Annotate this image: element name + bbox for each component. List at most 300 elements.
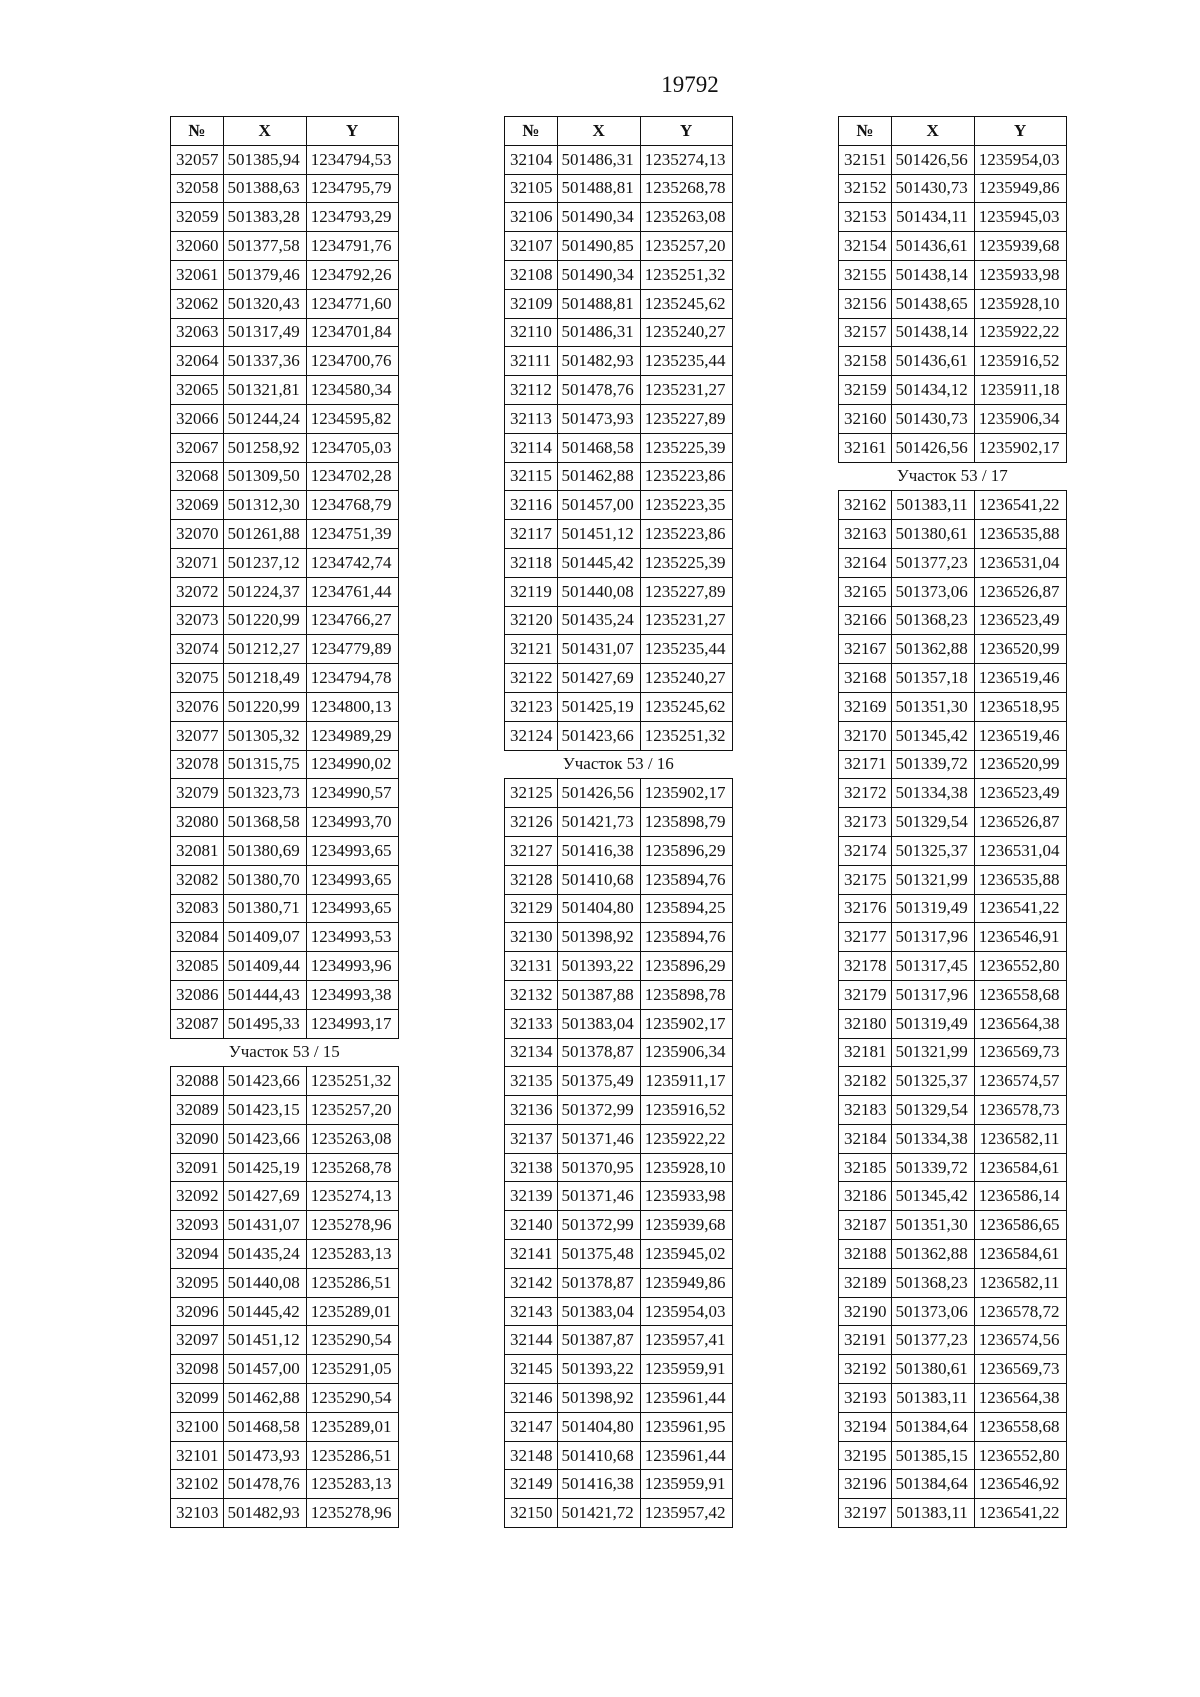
table-row: [839, 750, 1067, 779]
table-row: [505, 721, 733, 750]
page-number: 19792: [661, 72, 719, 97]
y-coordinate-cell: 1235225,39: [640, 548, 732, 577]
table-row: [505, 433, 733, 462]
point-number-cell: 32065: [171, 376, 224, 405]
point-number-cell: 32081: [171, 836, 224, 865]
point-number-cell: 32091: [171, 1153, 224, 1182]
x-coordinate-cell: 501445,42: [557, 548, 640, 577]
point-number-cell: 32103: [171, 1499, 224, 1528]
x-coordinate-cell: 501440,08: [223, 1268, 306, 1297]
x-coordinate-cell: 501468,58: [557, 433, 640, 462]
y-coordinate-cell: 1236582,11: [974, 1124, 1066, 1153]
point-number-cell: 32075: [171, 664, 224, 693]
point-number-cell: 32181: [839, 1038, 892, 1067]
table-row: [171, 1067, 399, 1096]
point-number-cell: 32193: [839, 1384, 892, 1413]
table-row: [839, 1384, 1067, 1413]
header-y: Y: [974, 117, 1066, 146]
y-coordinate-cell: 1234993,38: [306, 980, 398, 1009]
table-row: [171, 865, 399, 894]
table-row: [839, 1499, 1067, 1528]
y-coordinate-cell: 1235245,62: [640, 692, 732, 721]
table-row: [839, 318, 1067, 347]
table-row: [171, 577, 399, 606]
y-coordinate-cell: 1235286,51: [306, 1441, 398, 1470]
x-coordinate-cell: 501451,12: [223, 1326, 306, 1355]
point-number-cell: 32159: [839, 376, 892, 405]
x-coordinate-cell: 501416,38: [557, 1470, 640, 1499]
y-coordinate-cell: 1236569,73: [974, 1355, 1066, 1384]
point-number-cell: 32068: [171, 462, 224, 491]
table-row: [839, 174, 1067, 203]
y-coordinate-cell: 1235898,79: [640, 808, 732, 837]
point-number-cell: 32125: [505, 779, 558, 808]
point-number-cell: 32142: [505, 1268, 558, 1297]
point-number-cell: 32164: [839, 548, 892, 577]
x-coordinate-cell: 501425,19: [223, 1153, 306, 1182]
header-no: №: [171, 117, 224, 146]
table-row: [171, 1470, 399, 1499]
point-number-cell: 32132: [505, 980, 558, 1009]
table-row: [839, 1441, 1067, 1470]
point-number-cell: 32137: [505, 1124, 558, 1153]
table-row: [171, 1268, 399, 1297]
point-number-cell: 32115: [505, 462, 558, 491]
table-row: [505, 692, 733, 721]
x-coordinate-cell: 501378,87: [557, 1268, 640, 1297]
table-row: [505, 491, 733, 520]
y-coordinate-cell: 1236574,56: [974, 1326, 1066, 1355]
point-number-cell: 32177: [839, 923, 892, 952]
point-number-cell: 32184: [839, 1124, 892, 1153]
x-coordinate-cell: 501423,15: [223, 1096, 306, 1125]
y-coordinate-cell: 1236535,88: [974, 520, 1066, 549]
x-coordinate-cell: 501482,93: [557, 347, 640, 376]
table-row: [171, 750, 399, 779]
table-row: [171, 1240, 399, 1269]
y-coordinate-cell: 1234779,89: [306, 635, 398, 664]
point-number-cell: 32134: [505, 1038, 558, 1067]
table-row: [505, 1268, 733, 1297]
y-coordinate-cell: 1235245,62: [640, 289, 732, 318]
table-row: [171, 1124, 399, 1153]
y-coordinate-cell: 1235896,29: [640, 836, 732, 865]
x-coordinate-cell: 501393,22: [557, 1355, 640, 1384]
table-row: [839, 289, 1067, 318]
y-coordinate-cell: 1234595,82: [306, 404, 398, 433]
point-number-cell: 32085: [171, 952, 224, 981]
x-coordinate-cell: 501319,49: [891, 1009, 974, 1038]
x-coordinate-cell: 501488,81: [557, 289, 640, 318]
x-coordinate-cell: 501321,81: [223, 376, 306, 405]
point-number-cell: 32088: [171, 1067, 224, 1096]
y-coordinate-cell: 1236519,46: [974, 721, 1066, 750]
y-coordinate-cell: 1236523,49: [974, 606, 1066, 635]
table-row: [171, 1326, 399, 1355]
table-row: [505, 1240, 733, 1269]
header-x: X: [557, 117, 640, 146]
table-row: [171, 318, 399, 347]
table-row: [839, 836, 1067, 865]
x-coordinate-cell: 501436,61: [891, 347, 974, 376]
table-row: [505, 894, 733, 923]
table-row: [839, 721, 1067, 750]
table-row: [505, 1009, 733, 1038]
table-row: [505, 1096, 733, 1125]
table-row: [171, 980, 399, 1009]
point-number-cell: 32188: [839, 1240, 892, 1269]
table-row: [839, 980, 1067, 1009]
x-coordinate-cell: 501372,99: [557, 1096, 640, 1125]
x-coordinate-cell: 501339,72: [891, 750, 974, 779]
x-coordinate-cell: 501435,24: [223, 1240, 306, 1269]
x-coordinate-cell: 501309,50: [223, 462, 306, 491]
table-row: [839, 433, 1067, 462]
y-coordinate-cell: 1236541,22: [974, 1499, 1066, 1528]
point-number-cell: 32139: [505, 1182, 558, 1211]
table-row: [171, 1211, 399, 1240]
y-coordinate-cell: 1236552,80: [974, 952, 1066, 981]
x-coordinate-cell: 501384,64: [891, 1412, 974, 1441]
x-coordinate-cell: 501325,37: [891, 1067, 974, 1096]
x-coordinate-cell: 501325,37: [891, 836, 974, 865]
y-coordinate-cell: 1235283,13: [306, 1240, 398, 1269]
y-coordinate-cell: 1236586,65: [974, 1211, 1066, 1240]
y-coordinate-cell: 1236558,68: [974, 980, 1066, 1009]
point-number-cell: 32069: [171, 491, 224, 520]
y-coordinate-cell: 1234990,02: [306, 750, 398, 779]
table-row: [505, 1499, 733, 1528]
x-coordinate-cell: 501445,42: [223, 1297, 306, 1326]
x-coordinate-cell: 501334,38: [891, 1124, 974, 1153]
table-row: [171, 721, 399, 750]
table-row: [505, 1441, 733, 1470]
y-coordinate-cell: 1234700,76: [306, 347, 398, 376]
y-coordinate-cell: 1235933,98: [640, 1182, 732, 1211]
x-coordinate-cell: 501383,04: [557, 1297, 640, 1326]
x-coordinate-cell: 501393,22: [557, 952, 640, 981]
table-row: [171, 232, 399, 261]
x-coordinate-cell: 501351,30: [891, 692, 974, 721]
y-coordinate-cell: 1235223,35: [640, 491, 732, 520]
table-row: [505, 577, 733, 606]
point-number-cell: 32191: [839, 1326, 892, 1355]
point-number-cell: 32118: [505, 548, 558, 577]
point-number-cell: 32160: [839, 404, 892, 433]
point-number-cell: 32076: [171, 692, 224, 721]
y-coordinate-cell: 1236584,61: [974, 1153, 1066, 1182]
y-coordinate-cell: 1234993,70: [306, 808, 398, 837]
y-coordinate-cell: 1235894,76: [640, 923, 732, 952]
point-number-cell: 32138: [505, 1153, 558, 1182]
x-coordinate-cell: 501317,49: [223, 318, 306, 347]
point-number-cell: 32066: [171, 404, 224, 433]
section-heading: Участок 53 / 16: [505, 750, 733, 779]
x-coordinate-cell: 501351,30: [891, 1211, 974, 1240]
point-number-cell: 32167: [839, 635, 892, 664]
x-coordinate-cell: 501438,14: [891, 318, 974, 347]
header-y: Y: [640, 117, 732, 146]
point-number-cell: 32168: [839, 664, 892, 693]
table-row: [505, 289, 733, 318]
point-number-cell: 32128: [505, 865, 558, 894]
y-coordinate-cell: 1234702,28: [306, 462, 398, 491]
point-number-cell: 32078: [171, 750, 224, 779]
point-number-cell: 32189: [839, 1268, 892, 1297]
table-header-row: [839, 117, 1067, 146]
y-coordinate-cell: 1235928,10: [640, 1153, 732, 1182]
point-number-cell: 32180: [839, 1009, 892, 1038]
y-coordinate-cell: 1235911,18: [974, 376, 1066, 405]
table-row: [171, 491, 399, 520]
table-row: [171, 779, 399, 808]
point-number-cell: 32060: [171, 232, 224, 261]
x-coordinate-cell: 501434,11: [891, 203, 974, 232]
y-coordinate-cell: 1235240,27: [640, 664, 732, 693]
point-number-cell: 32098: [171, 1355, 224, 1384]
table-row: [171, 174, 399, 203]
table-row: [839, 376, 1067, 405]
point-number-cell: 32155: [839, 260, 892, 289]
y-coordinate-cell: 1236541,22: [974, 491, 1066, 520]
x-coordinate-cell: 501427,69: [223, 1182, 306, 1211]
y-coordinate-cell: 1235291,05: [306, 1355, 398, 1384]
table-row: [505, 203, 733, 232]
table-row: [505, 1067, 733, 1096]
table-row: [839, 1412, 1067, 1441]
x-coordinate-cell: 501423,66: [557, 721, 640, 750]
point-number-cell: 32077: [171, 721, 224, 750]
y-coordinate-cell: 1235251,32: [306, 1067, 398, 1096]
y-coordinate-cell: 1235902,17: [640, 779, 732, 808]
point-number-cell: 32175: [839, 865, 892, 894]
header-x: X: [223, 117, 306, 146]
y-coordinate-cell: 1234993,65: [306, 894, 398, 923]
table-row: [505, 174, 733, 203]
x-coordinate-cell: 501430,73: [891, 404, 974, 433]
table-row: [839, 664, 1067, 693]
y-coordinate-cell: 1235906,34: [974, 404, 1066, 433]
table-row: [505, 232, 733, 261]
point-number-cell: 32166: [839, 606, 892, 635]
point-number-cell: 32170: [839, 721, 892, 750]
point-number-cell: 32079: [171, 779, 224, 808]
x-coordinate-cell: 501383,11: [891, 491, 974, 520]
y-coordinate-cell: 1235268,78: [306, 1153, 398, 1182]
x-coordinate-cell: 501212,27: [223, 635, 306, 664]
y-coordinate-cell: 1235945,03: [974, 203, 1066, 232]
y-coordinate-cell: 1234701,84: [306, 318, 398, 347]
x-coordinate-cell: 501431,07: [223, 1211, 306, 1240]
y-coordinate-cell: 1235223,86: [640, 462, 732, 491]
table-row: [505, 923, 733, 952]
y-coordinate-cell: 1234793,29: [306, 203, 398, 232]
y-coordinate-cell: 1235949,86: [640, 1268, 732, 1297]
table-row: [839, 894, 1067, 923]
table-row: [839, 404, 1067, 433]
y-coordinate-cell: 1234794,78: [306, 664, 398, 693]
point-number-cell: 32119: [505, 577, 558, 606]
x-coordinate-cell: 501378,87: [557, 1038, 640, 1067]
x-coordinate-cell: 501321,99: [891, 865, 974, 894]
table-row: [505, 1384, 733, 1413]
point-number-cell: 32116: [505, 491, 558, 520]
table-row: [839, 923, 1067, 952]
x-coordinate-cell: 501372,99: [557, 1211, 640, 1240]
x-coordinate-cell: 501380,70: [223, 865, 306, 894]
y-coordinate-cell: 1234795,79: [306, 174, 398, 203]
y-coordinate-cell: 1236552,80: [974, 1441, 1066, 1470]
table-row: [505, 1038, 733, 1067]
table-header-row: [505, 117, 733, 146]
point-number-cell: 32082: [171, 865, 224, 894]
y-coordinate-cell: 1235268,78: [640, 174, 732, 203]
point-number-cell: 32067: [171, 433, 224, 462]
y-coordinate-cell: 1235257,20: [640, 232, 732, 261]
y-coordinate-cell: 1235289,01: [306, 1297, 398, 1326]
table-row: [839, 1268, 1067, 1297]
y-coordinate-cell: 1235251,32: [640, 260, 732, 289]
point-number-cell: 32126: [505, 808, 558, 837]
x-coordinate-cell: 501317,45: [891, 952, 974, 981]
table-row: [505, 376, 733, 405]
section-heading-row: [839, 462, 1067, 491]
y-coordinate-cell: 1235263,08: [306, 1124, 398, 1153]
point-number-cell: 32074: [171, 635, 224, 664]
x-coordinate-cell: 501431,07: [557, 635, 640, 664]
table-row: [505, 347, 733, 376]
x-coordinate-cell: 501486,31: [557, 318, 640, 347]
x-coordinate-cell: 501457,00: [223, 1355, 306, 1384]
table-row: [839, 203, 1067, 232]
x-coordinate-cell: 501383,04: [557, 1009, 640, 1038]
point-number-cell: 32120: [505, 606, 558, 635]
x-coordinate-cell: 501435,24: [557, 606, 640, 635]
x-coordinate-cell: 501385,94: [223, 145, 306, 174]
point-number-cell: 32183: [839, 1096, 892, 1125]
point-number-cell: 32182: [839, 1067, 892, 1096]
table-header-row: [171, 117, 399, 146]
y-coordinate-cell: 1236564,38: [974, 1009, 1066, 1038]
y-coordinate-cell: 1234990,57: [306, 779, 398, 808]
table-row: [171, 1297, 399, 1326]
x-coordinate-cell: 501436,61: [891, 232, 974, 261]
x-coordinate-cell: 501387,87: [557, 1326, 640, 1355]
point-number-cell: 32176: [839, 894, 892, 923]
x-coordinate-cell: 501261,88: [223, 520, 306, 549]
table-row: [839, 1297, 1067, 1326]
table-row: [171, 462, 399, 491]
table-row: [839, 1038, 1067, 1067]
y-coordinate-cell: 1235945,02: [640, 1240, 732, 1269]
table-row: [171, 1412, 399, 1441]
x-coordinate-cell: 501258,92: [223, 433, 306, 462]
point-number-cell: 32063: [171, 318, 224, 347]
point-number-cell: 32104: [505, 145, 558, 174]
point-number-cell: 32152: [839, 174, 892, 203]
y-coordinate-cell: 1234751,39: [306, 520, 398, 549]
point-number-cell: 32197: [839, 1499, 892, 1528]
table-row: [505, 1124, 733, 1153]
point-number-cell: 32062: [171, 289, 224, 318]
y-coordinate-cell: 1235949,86: [974, 174, 1066, 203]
table-row: [505, 865, 733, 894]
x-coordinate-cell: 501430,73: [891, 174, 974, 203]
x-coordinate-cell: 501398,92: [557, 1384, 640, 1413]
y-coordinate-cell: 1234768,79: [306, 491, 398, 520]
point-number-cell: 32123: [505, 692, 558, 721]
x-coordinate-cell: 501319,49: [891, 894, 974, 923]
header-x: X: [891, 117, 974, 146]
point-number-cell: 32143: [505, 1297, 558, 1326]
point-number-cell: 32072: [171, 577, 224, 606]
y-coordinate-cell: 1235939,68: [974, 232, 1066, 261]
table-row: [171, 692, 399, 721]
x-coordinate-cell: 501383,11: [891, 1384, 974, 1413]
point-number-cell: 32153: [839, 203, 892, 232]
table-row: [839, 1355, 1067, 1384]
point-number-cell: 32140: [505, 1211, 558, 1240]
x-coordinate-cell: 501244,24: [223, 404, 306, 433]
point-number-cell: 32172: [839, 779, 892, 808]
table-row: [839, 808, 1067, 837]
table-row: [171, 606, 399, 635]
table-row: [505, 836, 733, 865]
table-row: [839, 1153, 1067, 1182]
table-row: [839, 491, 1067, 520]
point-number-cell: 32131: [505, 952, 558, 981]
x-coordinate-cell: 501323,73: [223, 779, 306, 808]
x-coordinate-cell: 501380,61: [891, 1355, 974, 1384]
y-coordinate-cell: 1236523,49: [974, 779, 1066, 808]
y-coordinate-cell: 1235902,17: [640, 1009, 732, 1038]
y-coordinate-cell: 1234761,44: [306, 577, 398, 606]
table-row: [839, 1211, 1067, 1240]
table-row: [505, 260, 733, 289]
x-coordinate-cell: 501224,37: [223, 577, 306, 606]
x-coordinate-cell: 501468,58: [223, 1412, 306, 1441]
point-number-cell: 32057: [171, 145, 224, 174]
point-number-cell: 32058: [171, 174, 224, 203]
x-coordinate-cell: 501423,66: [223, 1124, 306, 1153]
table-row: [839, 260, 1067, 289]
point-number-cell: 32157: [839, 318, 892, 347]
point-number-cell: 32089: [171, 1096, 224, 1125]
x-coordinate-cell: 501383,11: [891, 1499, 974, 1528]
point-number-cell: 32135: [505, 1067, 558, 1096]
point-number-cell: 32186: [839, 1182, 892, 1211]
x-coordinate-cell: 501345,42: [891, 721, 974, 750]
table-row: [171, 1384, 399, 1413]
x-coordinate-cell: 501368,23: [891, 1268, 974, 1297]
table-row: [839, 952, 1067, 981]
y-coordinate-cell: 1234993,65: [306, 836, 398, 865]
x-coordinate-cell: 501398,92: [557, 923, 640, 952]
point-number-cell: 32190: [839, 1297, 892, 1326]
y-coordinate-cell: 1235961,95: [640, 1412, 732, 1441]
x-coordinate-cell: 501495,33: [223, 1009, 306, 1038]
x-coordinate-cell: 501218,49: [223, 664, 306, 693]
y-coordinate-cell: 1235922,22: [974, 318, 1066, 347]
y-coordinate-cell: 1235916,52: [640, 1096, 732, 1125]
y-coordinate-cell: 1235278,96: [306, 1499, 398, 1528]
y-coordinate-cell: 1235959,91: [640, 1355, 732, 1384]
x-coordinate-cell: 501457,00: [557, 491, 640, 520]
point-number-cell: 32196: [839, 1470, 892, 1499]
y-coordinate-cell: 1236582,11: [974, 1268, 1066, 1297]
x-coordinate-cell: 501416,38: [557, 836, 640, 865]
y-coordinate-cell: 1235959,91: [640, 1470, 732, 1499]
